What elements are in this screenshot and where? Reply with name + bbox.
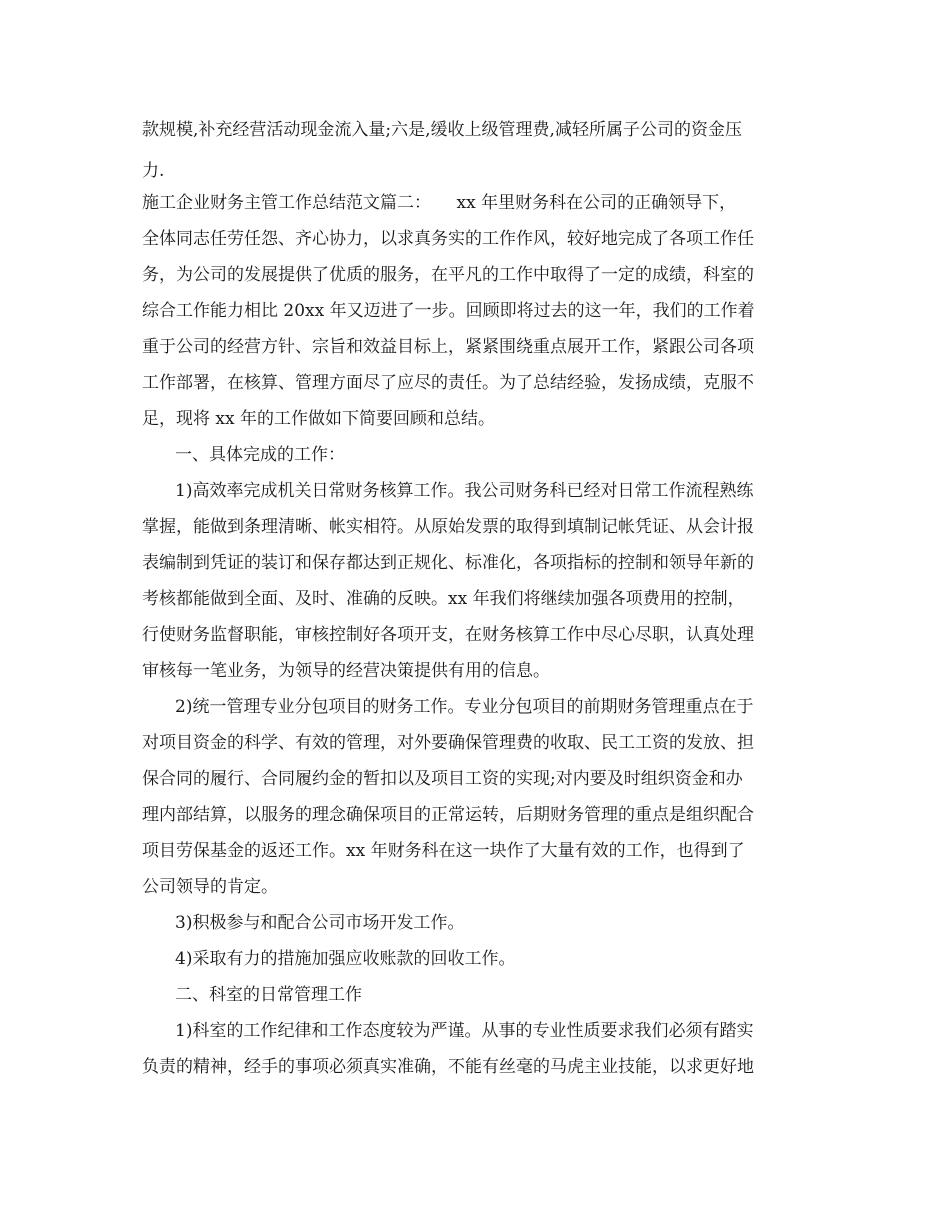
text-line: 务，为公司的发展提供了优质的服务，在平凡的工作中取得了一定的成绩，科室的 [142,265,754,285]
text-line: 行使财务监督职能，审核控制好各项开支，在财务核算工作中尽心尽职，认真处理 [142,625,754,645]
text-line: 款规模,补充经营活动现金流入量;六是,缓收上级管理费,减轻所属子公司的资金压 [142,120,742,140]
text-line: 项目劳保基金的返还工作。xx 年财务科在这一块作了大量有效的工作，也得到了 [142,841,745,861]
text-line: 审核每一笔业务，为领导的经营决策提供有用的信息。 [142,661,550,681]
text-line: 力. [142,161,165,181]
text-line: 全体同志任劳任怨、齐心协力，以求真务实的工作作风，较好地完成了各项工作任 [142,229,754,249]
text-line: 2)统一管理专业分包项目的财务工作。专业分包项目的前期财务管理重点在于 [175,697,754,717]
text-line: 1)科室的工作纪律和工作态度较为严谨。从事的专业性质要求我们必须有踏实 [175,1021,754,1041]
text-line: 负责的精神，经手的事项必须真实准确，不能有丝毫的马虎主业技能，以求更好地 [142,1057,754,1077]
text-line: 表编制到凭证的装订和保存都达到正规化、标准化，各项指标的控制和领导年新的 [142,553,754,573]
text-line: 综合工作能力相比 20xx 年又迈进了一步。回顾即将过去的这一年，我们的工作着 [142,301,755,321]
list-item: 4)采取有力的措施加强应收账款的回收工作。 [175,949,516,969]
text-line: 掌握，能做到条理清晰、帐实相符。从原始发票的取得到填制记帐凭证、从会计报 [142,517,754,537]
text-line: 工作部署，在核算、管理方面尽了应尽的责任。为了总结经验，发扬成绩，克服不 [142,373,754,393]
text-line: 重于公司的经营方针、宗旨和效益目标上，紧紧围绕重点展开工作，紧跟公司各项 [142,337,754,357]
text-line: 施工企业财务主管工作总结范文篇二： xx 年里财务科在公司的正确领导下， [142,193,737,213]
section-heading: 二、科室的日常管理工作 [175,985,362,1005]
list-item: 3)积极参与和配合公司市场开发工作。 [175,913,465,933]
text-line: 公司领导的肯定。 [142,877,278,897]
text-line: 足，现将 xx 年的工作做如下简要回顾和总结。 [142,409,495,429]
text-line: 考核都能做到全面、及时、准确的反映。xx 年我们将继续加强各项费用的控制， [142,589,745,609]
text-line: 保合同的履行、合同履约金的暂扣以及项目工资的实现;对内要及时组织资金和办 [142,769,743,789]
text-line: 对项目资金的科学、有效的管理，对外要确保管理费的收取、民工工资的发放、担 [142,733,754,753]
text-line: 理内部结算，以服务的理念确保项目的正常运转，后期财务管理的重点是组织配合 [142,805,754,825]
section-heading: 一、具体完成的工作： [175,445,345,465]
text-line: 1)高效率完成机关日常财务核算工作。我公司财务科已经对日常工作流程熟练 [175,481,754,501]
